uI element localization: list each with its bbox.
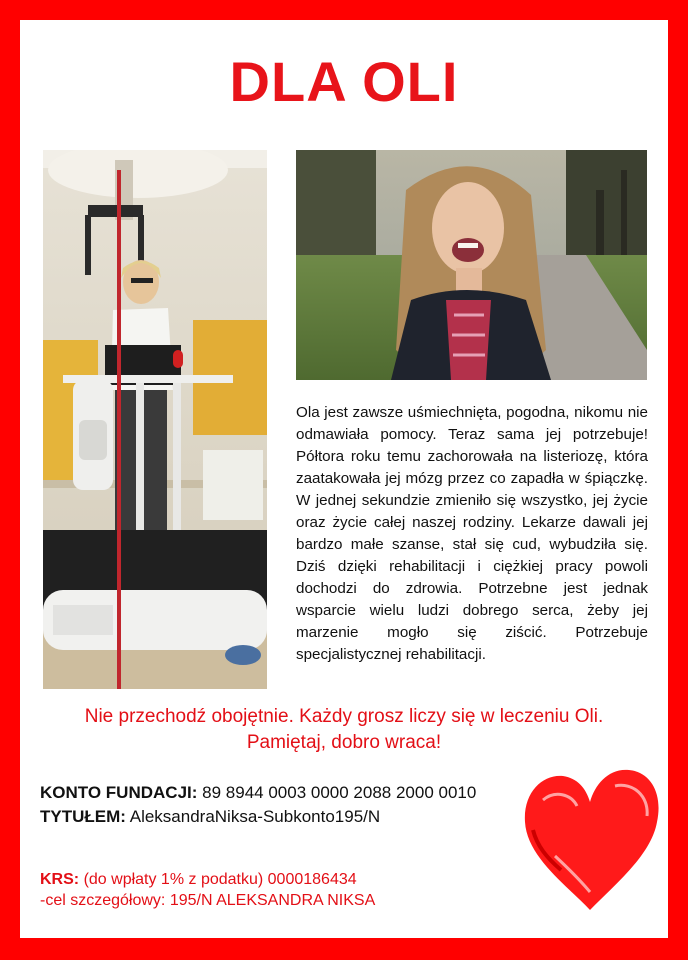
rehabilitation-photo — [43, 150, 267, 689]
transfer-title-line — [40, 806, 380, 828]
appeal-line-2: Pamiętaj, dobro wraca! — [246, 732, 442, 753]
krs-label: KRS: — [40, 871, 80, 888]
account-line — [40, 782, 476, 804]
transfer-title-value: AleksandraNiksa-Subkonto195/N — [129, 807, 381, 826]
portrait-photo — [296, 150, 647, 380]
appeal-text — [30, 704, 658, 756]
appeal-line-1: Nie przechodź obojętnie. Każdy grosz liczy się w leczeniu Oli. — [84, 706, 604, 727]
rehabilitation-photo-illustration — [43, 150, 267, 689]
krs-line — [40, 870, 357, 890]
poster-title: DLA OLI — [229, 50, 459, 113]
account-number: 89 8944 0003 0000 2088 2000 0010 — [202, 783, 477, 802]
portrait-photo-illustration — [296, 150, 647, 380]
transfer-title-label: TYTUŁEM: — [40, 807, 126, 826]
krs-value: (do wpłaty 1% z podatku) 0000186434 — [83, 871, 357, 888]
heart-icon — [515, 760, 665, 920]
krs-purpose: -cel szczegółowy: 195/N ALEKSANDRA NIKSA — [40, 892, 376, 909]
account-label: KONTO FUNDACJI: — [40, 783, 198, 802]
story-text: Ola jest zawsze uśmiechnięta, pogodna, nikomu nie odmawiała pomocy. Teraz sama jej potrzebuje! Półtora roku temu zachorowała na listeriozę, która zaatakowała jej mózg przez co zapadła w śpiączkę. W jednej sekundzie zmieniło się wszystko, jej życie oraz życie całej naszej rodziny. Lekarze dawali jej bardzo małe szanse, stał się cud, wybudziła się. Dziś dzięki rehabilitacji i ciężkiej pracy powoli dochodzi do zdrowia. Potrzebne jest jednak wsparcie wielu ludzi dobrego serca, żeby jej marzenie mogło się ziścić. Potrzebuje specjalistycznej rehabilitacji. — [296, 404, 648, 663]
